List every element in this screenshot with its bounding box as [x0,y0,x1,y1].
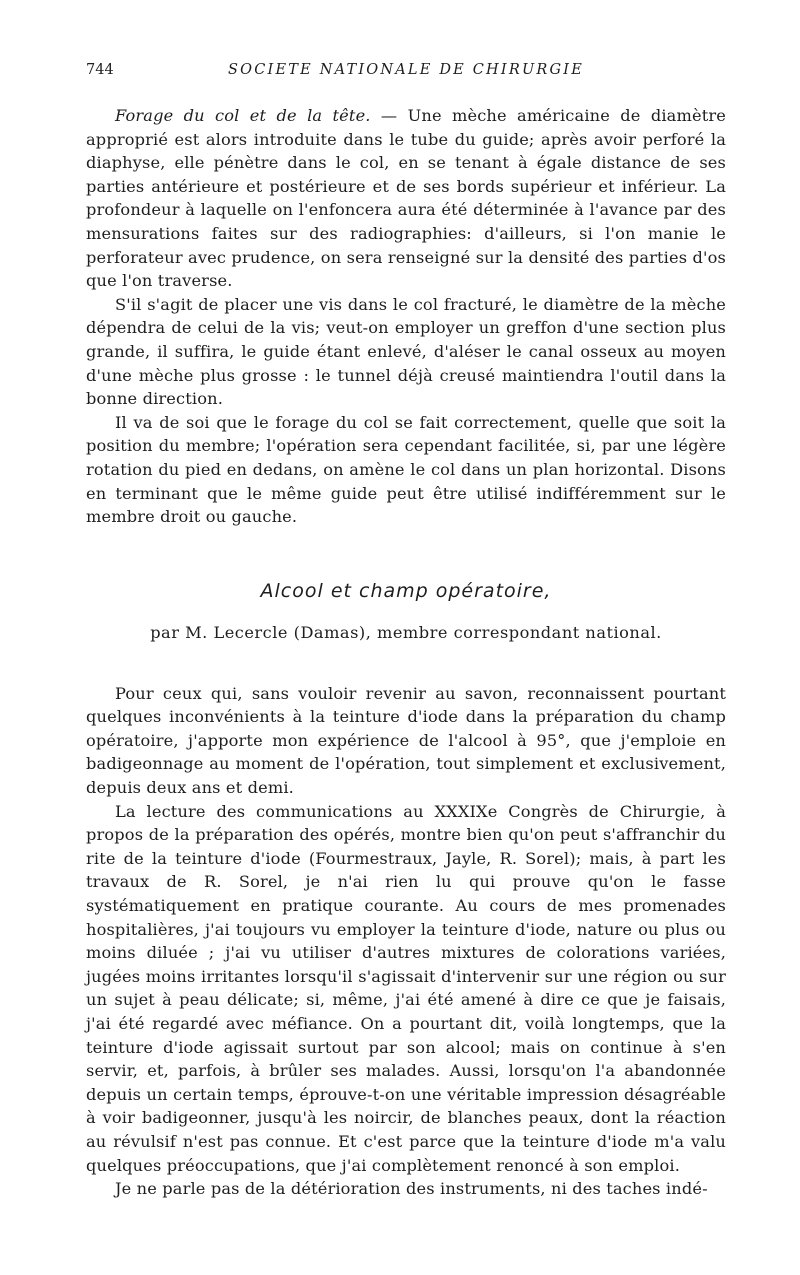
running-title: SOCIETE NATIONALE DE CHIRURGIE [228,62,584,78]
article-title: Alcool et champ opératoire, [260,579,552,602]
paragraph: Je ne parle pas de la détérioration des instruments, ni des taches indé- [115,1179,708,1199]
paragraph: La lecture des communications au XXXIXe Congrès de Chirurgie, à propos de la préparation des opérés, montre bien qu'on peut s'affranchir du rite de la teinture d'iode (Fourmestraux, Jayle, R. Sorel); mais, à part les travaux de R. Sorel, je n'ai rien lu qui prouve qu'on le fasse systématiquement en pratique courante. Au cours de mes promenades hospitalières, j'ai toujours vu employer la teinture d'iode, nature ou plus ou moins diluée ; j'ai vu utiliser d'autres mixtures de colorations variées, jugées moins irritantes lorsqu'il s'agissait d'intervenir sur une région ou sur un sujet à peau délicate; si, même, j'ai été amené à dire ce que je faisais, j'ai été regardé avec méfiance. On a pourtant dit, voilà longtemps, que la teinture d'iode agissait surtout par son alcool; mais on continue à s'en servir, et, parfois, à brûler ses malades. Aussi, lorsqu'on l'a abandonnée depuis un certain temps, éprouve-t-on une véritable impression désagréable à voir badigeonner, jusqu'à les noircir, de blanches peaux, dont la réaction au révulsif n'est pas connue. Et c'est parce que la teinture d'iode m'a valu quelques préoccupations, que j'ai complètement renoncé à son emploi. [86,801,726,1175]
page-body [86,104,726,1201]
paragraph: Il va de soi que le forage du col se fait correctement, quelle que soit la position du membre; l'opération sera cependant facilitée, si, par une légère rotation du pied en dedans, on amène le col dans un plan horizontal. Disons en terminant que le même guide peut être utilisé indifféremment sur le membre droit ou gauche. [86,412,726,527]
page-number: 744 [86,62,114,78]
paragraph [86,104,726,293]
paragraph-text: — Une mèche américaine de diamètre approprié est alors introduite dans le tube du guide; après avoir perforé la diaphyse, elle pénètre dans le col, en se tenant à égale distance de ses parties antérieure et postérieure et de ses bords supérieur et inférieur. La profondeur à laquelle on l'enfoncera aura été déterminée à l'avance par des mensurations faites sur des radiographies: d'ailleurs, si l'on manie le perforateur avec prudence, on sera renseigné sur la densité des parties d'os que l'on traverse. [86,106,726,291]
article-byline: par M. Lecercle (Damas), membre correspondant national. [150,622,662,642]
paragraph: Pour ceux qui, sans vouloir revenir au savon, reconnaissent pourtant quelques inconvénients à la teinture d'iode dans la préparation du champ opératoire, j'apporte mon expérience de l'alcool à 95°, que j'emploie en badigeonnage au moment de l'opération, tout simplement et exclusivement, depuis deux ans et demi. [86,683,726,798]
page-header [86,62,726,84]
paragraph: S'il s'agit de placer une vis dans le col fracturé, le diamètre de la mèche dépendra de celui de la vis; veut-on employer un greffon d'une section plus grande, il suffira, le guide étant enlevé, d'aléser le canal osseux au moyen d'une mèche plus grosse : le tunnel déjà creusé maintiendra l'outil dans la bonne direction. [86,294,726,409]
section-lead-in: Forage du col et de la tête. [115,106,371,125]
